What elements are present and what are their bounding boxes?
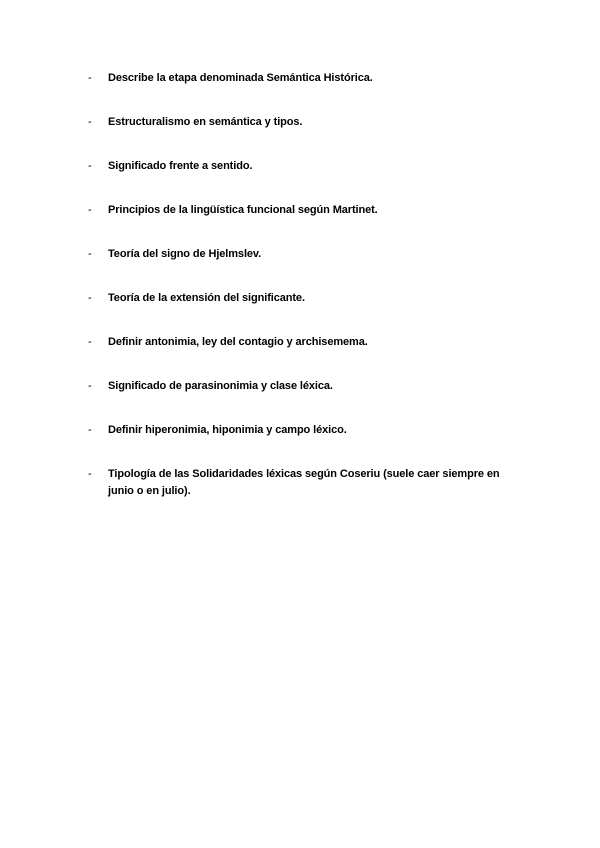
question-text: Tipología de las Solidaridades léxicas según Coseriu (suele caer siempre en junio o en julio). (108, 468, 500, 497)
bullet-dash: - (88, 116, 92, 128)
bullet-dash: - (88, 292, 92, 304)
question-item-8 (88, 378, 528, 395)
bullet-dash: - (88, 468, 92, 480)
question-text: Definir antonimia, ley del contagio y archisemema. (108, 336, 368, 348)
question-list (88, 70, 528, 527)
question-text: Definir hiperonimia, hiponimia y campo léxico. (108, 424, 347, 436)
question-text: Teoría del signo de Hjelmslev. (108, 248, 262, 260)
question-text: Describe la etapa denominada Semántica Histórica. (108, 72, 373, 84)
bullet-dash: - (88, 204, 92, 216)
bullet-dash: - (88, 336, 92, 348)
bullet-dash: - (88, 248, 92, 260)
bullet-dash: - (88, 72, 92, 84)
bullet-dash: - (88, 380, 92, 392)
question-item-7 (88, 334, 528, 351)
question-item-5 (88, 246, 528, 263)
question-item-4 (88, 202, 528, 219)
question-item-3 (88, 158, 528, 175)
question-item-10 (88, 466, 528, 500)
question-item-6 (88, 290, 528, 307)
bullet-dash: - (88, 424, 92, 436)
question-item-1 (88, 70, 528, 87)
question-text: Principios de la lingüística funcional según Martinet. (108, 204, 378, 216)
question-item-2 (88, 114, 528, 131)
question-text: Estructuralismo en semántica y tipos. (108, 116, 303, 128)
question-text: Significado frente a sentido. (108, 160, 253, 172)
question-text: Significado de parasinonimia y clase léxica. (108, 380, 333, 392)
bullet-dash: - (88, 160, 92, 172)
question-text: Teoría de la extensión del significante. (108, 292, 305, 304)
question-item-9 (88, 422, 528, 439)
